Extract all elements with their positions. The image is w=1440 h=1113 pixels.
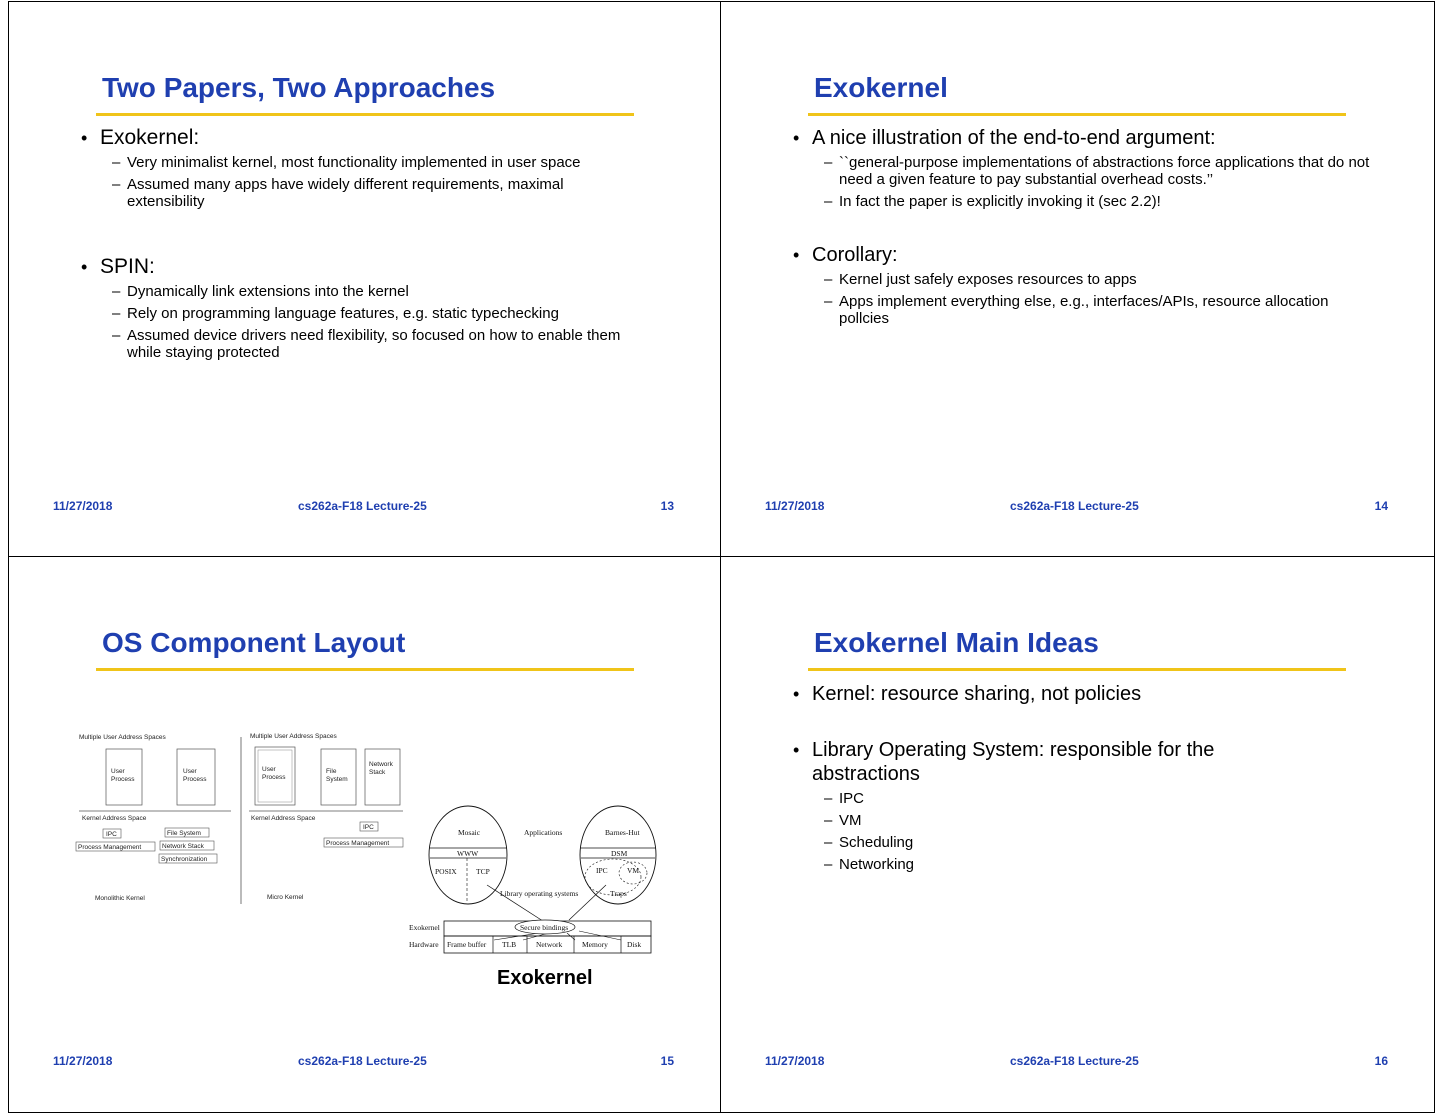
slide-number: 16 xyxy=(1374,1054,1388,1068)
hw-network: Network xyxy=(536,940,563,949)
os-layout-diagram xyxy=(9,727,721,1017)
footer-date: 11/27/2018 xyxy=(765,1054,825,1068)
sub-bullet: – Very minimalist kernel, most functionality implemented in user space xyxy=(79,154,639,171)
exo-traps: Traps xyxy=(610,889,627,898)
micro-kernel-diagram xyxy=(249,733,403,901)
mono-proc2-l2: Process xyxy=(183,776,207,783)
exo-dsm: DSM xyxy=(611,849,628,858)
mono-ns: Network Stack xyxy=(162,843,204,850)
footer-course: cs262a-F18 Lecture-25 xyxy=(298,499,427,513)
micro-proc-l1: User xyxy=(262,766,276,773)
slide-title: OS Component Layout xyxy=(102,627,406,658)
footer-course: cs262a-F18 Lecture-25 xyxy=(298,1054,427,1068)
exokernel-caption: Exokernel xyxy=(497,967,593,989)
slide-body xyxy=(79,126,639,366)
bullet: • A nice illustration of the end-to-end argument: xyxy=(791,126,1371,150)
micro-pm: Process Management xyxy=(326,840,390,847)
bullet: • SPIN: xyxy=(79,255,639,279)
exo-applications: Applications xyxy=(524,828,563,837)
footer-course: cs262a-F18 Lecture-25 xyxy=(1010,499,1139,513)
mono-label: Monolithic Kernel xyxy=(95,895,145,902)
slide-title: Exokernel Main Ideas xyxy=(814,627,1099,658)
micro-kernel-space: Kernel Address Space xyxy=(251,815,316,822)
footer-date: 11/27/2018 xyxy=(765,499,825,513)
exo-vm: VM xyxy=(627,866,640,875)
exo-www: WWW xyxy=(457,849,479,858)
sub-bullet: – Scheduling xyxy=(791,834,1261,851)
mono-ipc: IPC xyxy=(106,831,117,838)
slide-body xyxy=(791,682,1261,878)
micro-ipc: IPC xyxy=(363,824,374,831)
mono-proc1-l2: Process xyxy=(111,776,135,783)
sub-bullet: – Assumed many apps have widely different requirements, maximal extensibility xyxy=(79,176,639,210)
exo-hardware-row: Hardware xyxy=(409,940,439,949)
exo-ipc: IPC xyxy=(596,866,608,875)
micro-ns-box xyxy=(365,749,400,805)
slide-body xyxy=(791,126,1371,332)
micro-proc-l2: Process xyxy=(262,774,286,781)
title-underline xyxy=(808,668,1346,671)
sub-bullet: – In fact the paper is explicitly invoking it (sec 2.2)! xyxy=(791,193,1371,210)
footer-course: cs262a-F18 Lecture-25 xyxy=(1010,1054,1139,1068)
mono-proc1-l1: User xyxy=(111,768,125,775)
footer-date: 11/27/2018 xyxy=(53,1054,113,1068)
exo-mosaic: Mosaic xyxy=(458,828,481,837)
exo-barnes: Barnes-Hut xyxy=(605,828,640,837)
bullet: • Kernel: resource sharing, not policies xyxy=(791,682,1261,706)
slide-title: Two Papers, Two Approaches xyxy=(102,72,496,103)
mono-kernel-space: Kernel Address Space xyxy=(82,815,147,822)
slide-14 xyxy=(720,1,1435,557)
title-underline xyxy=(96,668,634,671)
footer-date: 11/27/2018 xyxy=(53,499,113,513)
sub-bullet: – VM xyxy=(791,812,1261,829)
slide-number: 15 xyxy=(660,1054,674,1068)
slide-number: 13 xyxy=(660,499,674,513)
mono-header: Multiple User Address Spaces xyxy=(79,734,166,741)
slide-title: Exokernel xyxy=(814,72,948,103)
exo-tcp: TCP xyxy=(476,867,490,876)
bullet: • Library Operating System: responsible for the abstractions xyxy=(791,738,1261,786)
hw-memory: Memory xyxy=(582,940,608,949)
mono-proc2-l1: User xyxy=(183,768,197,775)
sub-bullet: – Networking xyxy=(791,856,1261,873)
mono-sync: Synchronization xyxy=(161,856,208,863)
sub-bullet: – Rely on programming language features, e.g. static typechecking xyxy=(79,305,639,322)
sub-bullet: – Apps implement everything else, e.g., interfaces/APIs, resource allocation pollcies xyxy=(791,293,1371,327)
slide-16 xyxy=(720,556,1435,1113)
title-underline xyxy=(808,113,1346,116)
title-underline xyxy=(96,113,634,116)
slide-15 xyxy=(8,556,721,1113)
hw-tlb: TLB xyxy=(502,940,517,949)
mono-pm: Process Management xyxy=(78,844,142,851)
micro-label: Micro Kernel xyxy=(267,894,304,901)
monolithic-kernel-diagram xyxy=(76,734,231,902)
sub-bullet: – Kernel just safely exposes resources to apps xyxy=(791,271,1371,288)
slide-13 xyxy=(8,1,721,557)
exo-posix: POSIX xyxy=(435,867,457,876)
micro-fs-l1: File xyxy=(326,768,337,775)
exokernel-diagram xyxy=(409,806,656,953)
slide-number: 14 xyxy=(1374,499,1388,513)
sub-bullet: – IPC xyxy=(791,790,1261,807)
sub-bullet: – Assumed device drivers need flexibility, so focused on how to enable them while staying protected xyxy=(79,327,639,361)
sub-bullet: – Dynamically link extensions into the kernel xyxy=(79,283,639,300)
mono-fs: File System xyxy=(167,830,201,837)
hw-disk: Disk xyxy=(627,940,642,949)
sub-bullet: – ``general-purpose implementations of abstractions force applications that do not need a given feature to pay substantial overhead costs.’’ xyxy=(791,154,1371,188)
micro-ns-l2: Stack xyxy=(369,769,386,776)
micro-ns-l1: Network xyxy=(369,761,393,768)
exo-libos: Library operating systems xyxy=(500,889,579,898)
micro-fs-l2: System xyxy=(326,776,348,783)
hw-frame-buffer: Frame buffer xyxy=(447,940,487,949)
exo-secure: Secure bindings xyxy=(520,923,569,932)
micro-header: Multiple User Address Spaces xyxy=(250,733,337,740)
bullet: • Exokernel: xyxy=(79,126,639,150)
exo-exokernel-row: Exokernel xyxy=(409,923,440,932)
bullet: • Corollary: xyxy=(791,243,1371,267)
